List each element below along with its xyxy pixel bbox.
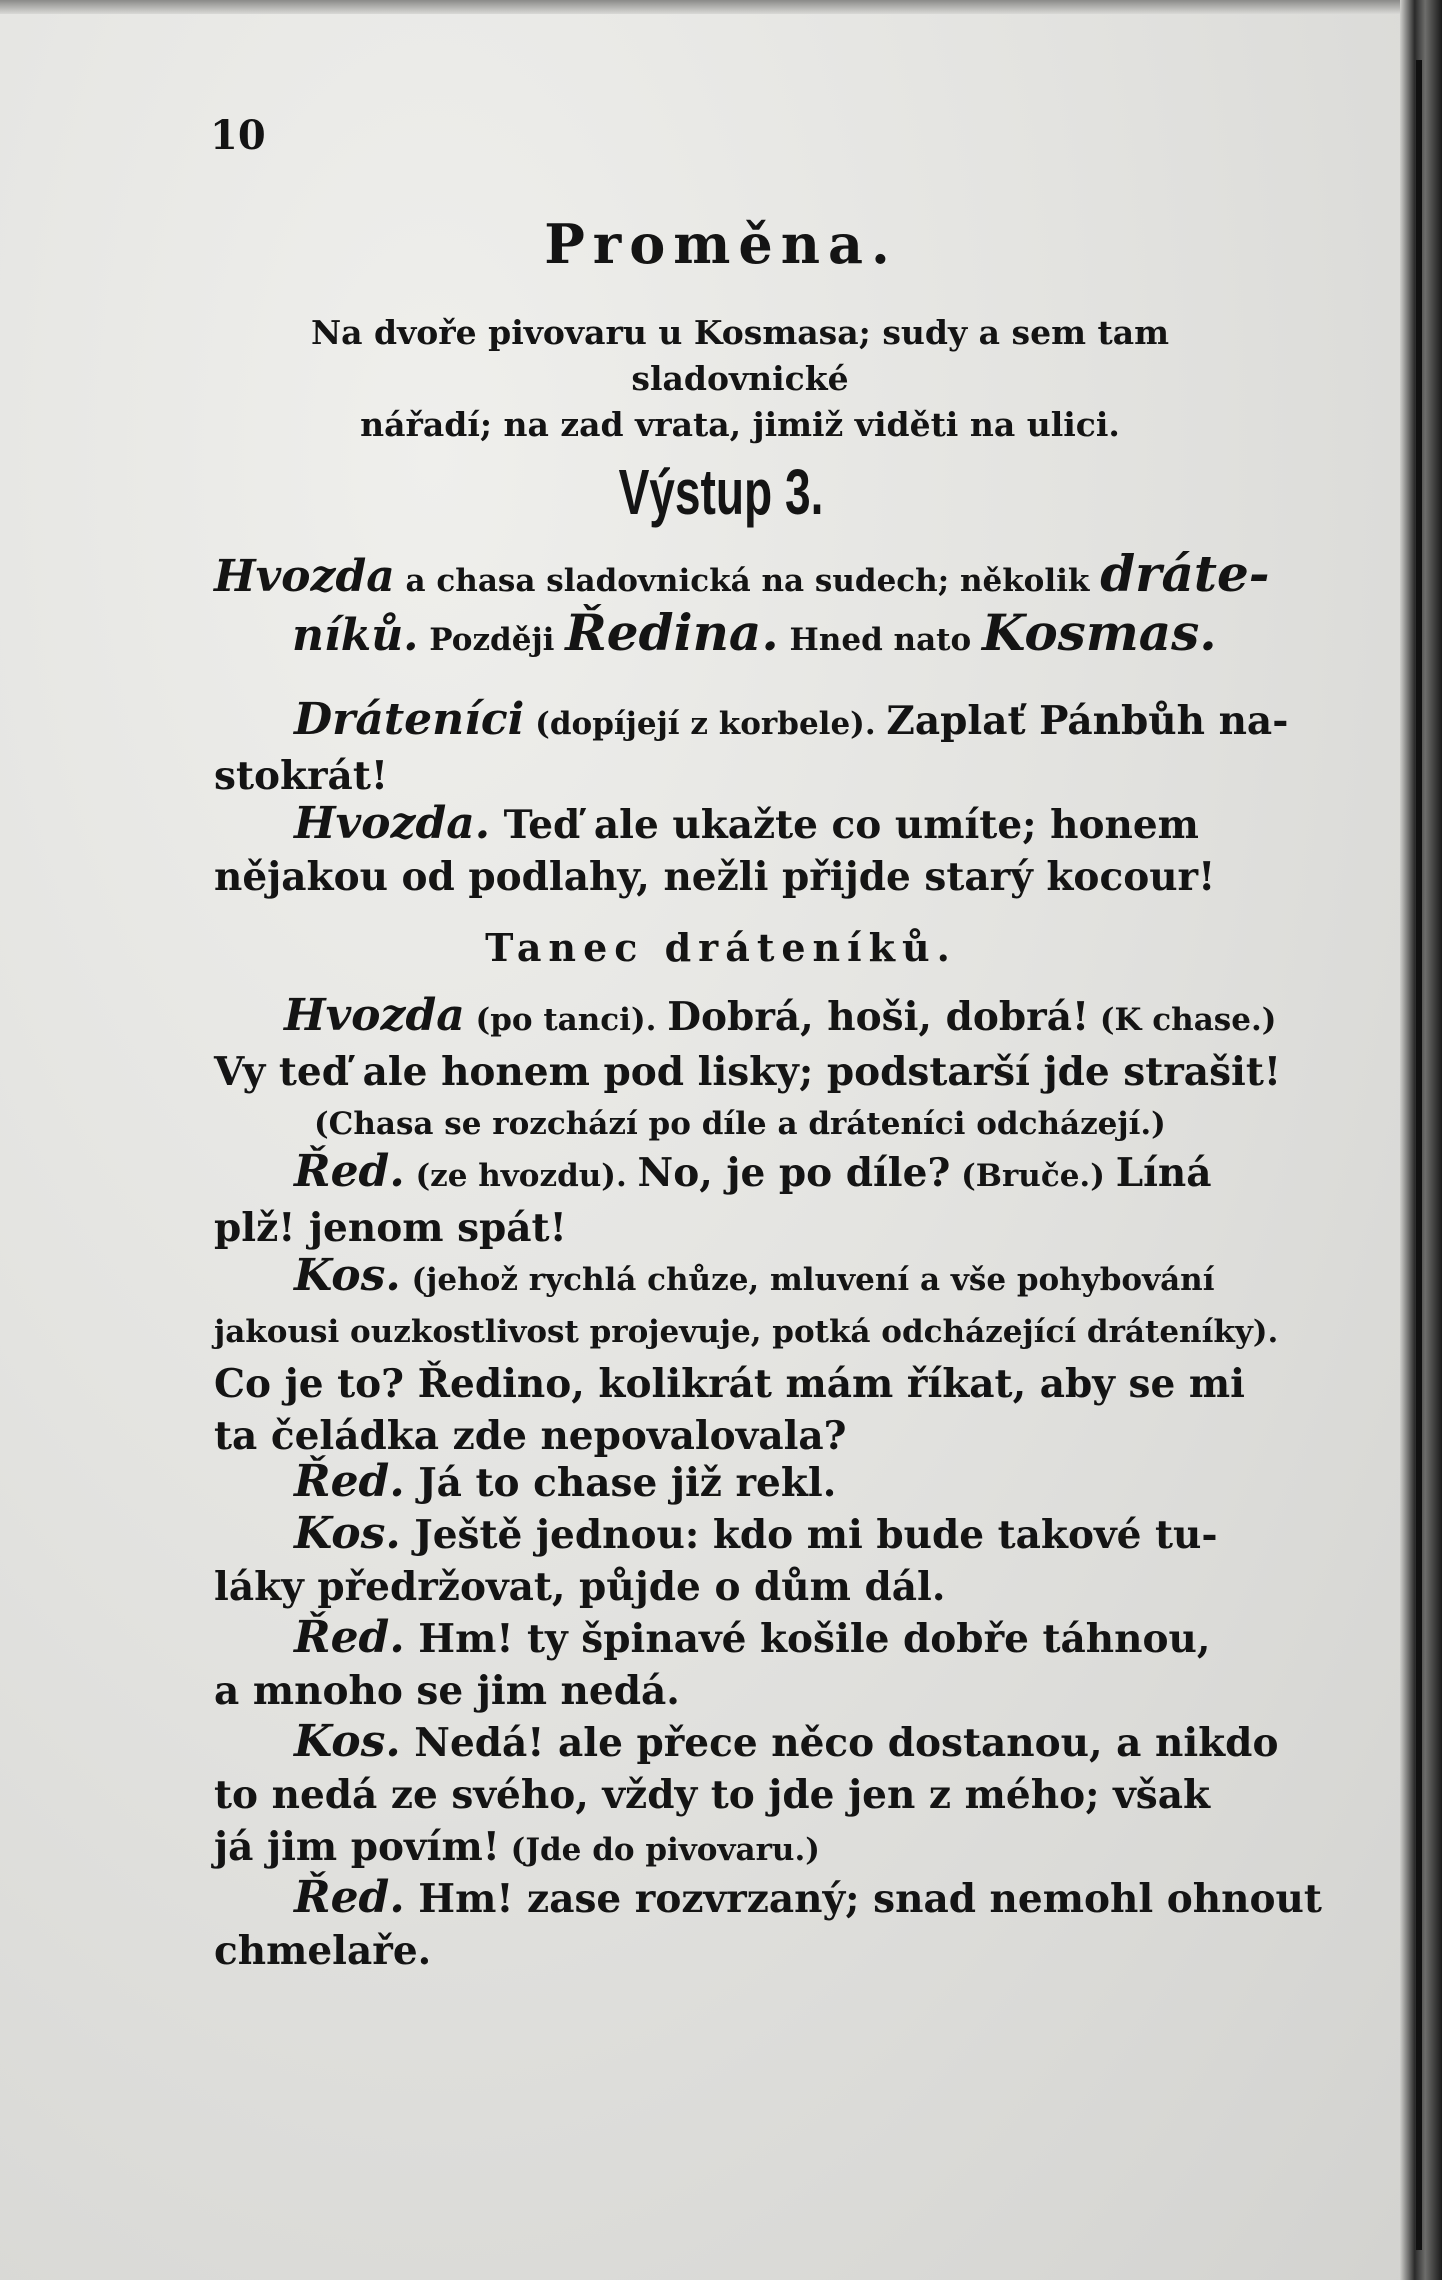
stage-note: (dopíjejí z korbele).	[524, 706, 887, 742]
page-top-edge	[0, 0, 1442, 14]
cast-text: a chasa sladovnická na sudech; několik	[394, 563, 1101, 599]
speech-text: stokrát!	[214, 753, 388, 799]
speaker-name: Kos.	[294, 1250, 401, 1301]
speaker-name: Hvozda.	[294, 798, 491, 849]
speaker-name: Dráteníci	[294, 694, 525, 745]
dialogue-line	[214, 1146, 1274, 1254]
speech-text: Nedá! ale přece něco dostanou, a nikdo	[400, 1720, 1279, 1766]
dialogue-line	[214, 1250, 1279, 1462]
speech-text: to nedá ze svého, vždy to jde jen z mého; však	[214, 1772, 1210, 1818]
stage-note: (jehož rychlá chůze, mluvení a vše pohybování	[400, 1262, 1215, 1298]
dialogue-line	[214, 1456, 1274, 1509]
cast-text: Později	[418, 622, 566, 658]
speech-text: Hm! zase rozvrzaný; snad nemohl ohnout	[404, 1876, 1322, 1922]
page-number: 10	[210, 112, 266, 159]
cast-name: dráte-	[1100, 544, 1270, 603]
speech-text: já jim povím!	[214, 1824, 500, 1870]
speech-text: Dobrá, hoši, dobrá!	[667, 994, 1090, 1040]
speaker-name: Řed.	[294, 1146, 405, 1197]
stage-note: (Bruče.)	[950, 1158, 1116, 1194]
stage-note: (po tanci).	[464, 1002, 668, 1038]
stage-note: jakousi ouzkostlivost projevuje, potká odcházející dráteníky).	[214, 1314, 1279, 1350]
speech-text: a mnoho se jim nedá.	[214, 1668, 680, 1714]
dialogue-line	[214, 1716, 1279, 1876]
cast-name: Kosmas.	[981, 603, 1217, 662]
dialogue-line	[214, 798, 1274, 903]
stage-note: (K chase.)	[1089, 1002, 1277, 1038]
speech-text: chmelaře.	[214, 1928, 432, 1974]
dialogue-line	[214, 694, 1289, 802]
binding-line	[1416, 60, 1422, 2250]
stage-direction-line-2: nářadí; na zad vrata, jimiž viděti na ulici.	[360, 405, 1120, 444]
speech-text: Zaplať Pánbůh na-	[886, 698, 1289, 744]
stage-direction	[210, 310, 1270, 448]
speech-text: Vy teď ale honem pod lisky; podstarší jde strašit!	[214, 1049, 1281, 1095]
dialogue-line	[214, 1508, 1274, 1613]
dance-heading: Tanec dráteníků.	[485, 925, 957, 970]
speech-text: Já to chase již rekl.	[404, 1460, 837, 1506]
speech-text: láky předržovat, půjde o dům dál.	[214, 1564, 946, 1610]
stage-note: (Chasa se rozchází po díle a dráteníci odcházejí.)	[314, 1106, 1166, 1142]
speech-text: Líná	[1115, 1150, 1212, 1196]
cast-name: níků.	[292, 610, 419, 661]
speaker-name: Řed.	[294, 1612, 405, 1663]
cast-text: Hned nato	[778, 622, 982, 658]
speech-text: No, je po díle?	[637, 1150, 951, 1196]
stage-note: (ze hvozdu).	[404, 1158, 638, 1194]
speaker-name: Řed.	[294, 1456, 405, 1507]
cast-name: Ředina.	[565, 603, 779, 662]
speech-text: Teď ale ukažte co umíte; honem	[490, 802, 1199, 848]
speaker-name: Řed.	[294, 1872, 405, 1923]
scene-heading: Výstup 3.	[618, 456, 824, 528]
speech-text: ta čeládka zde nepovalovala?	[214, 1413, 847, 1459]
dialogue-line	[214, 990, 1281, 1150]
speech-text: Co je to? Ředino, kolikrát mám říkat, aby se mi	[214, 1361, 1245, 1407]
stage-note: (Jde do pivovaru.)	[499, 1832, 820, 1868]
speech-text: plž! jenom spát!	[214, 1205, 567, 1251]
cast-name: Hvozda	[214, 551, 395, 602]
dialogue-line	[214, 1612, 1274, 1717]
speech-text: Hm! ty špinavé košile dobře táhnou,	[404, 1616, 1211, 1662]
speaker-name: Hvozda	[284, 990, 465, 1041]
stage-direction-line-1: Na dvoře pivovaru u Kosmasa; sudy a sem tam sladovnické	[310, 313, 1170, 398]
cast-list	[214, 544, 1274, 666]
speech-text: nějakou od podlahy, nežli přijde starý kocour!	[214, 854, 1216, 900]
speaker-name: Kos.	[294, 1716, 401, 1767]
dialogue-line	[214, 1872, 1322, 1977]
speaker-name: Kos.	[294, 1508, 401, 1559]
page-title: Proměna.	[544, 212, 898, 276]
speech-text: Ještě jednou: kdo mi bude takové tu-	[400, 1512, 1218, 1558]
